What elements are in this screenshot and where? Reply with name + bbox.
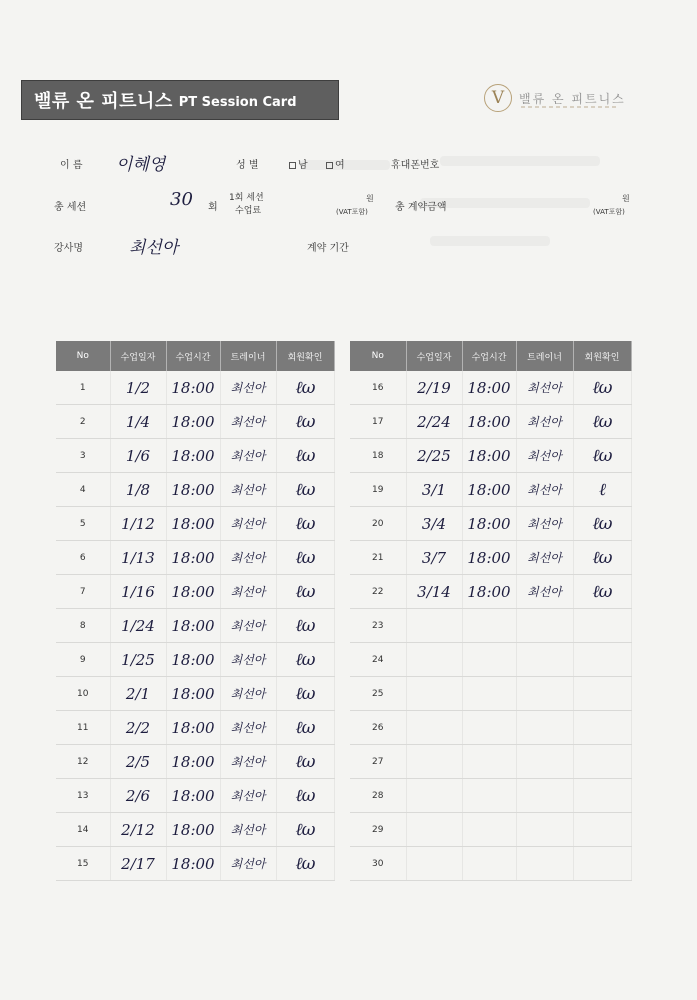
member-signature: ℓω bbox=[276, 473, 334, 507]
class-date: 2/5 bbox=[110, 745, 166, 779]
class-date bbox=[406, 813, 462, 847]
class-date bbox=[406, 711, 462, 745]
trainer-signature: 최선아 bbox=[516, 405, 573, 439]
trainer-signature: 최선아 bbox=[220, 847, 276, 881]
trainer-name-label: 강사명 bbox=[54, 243, 83, 254]
table-row bbox=[350, 541, 631, 575]
session-number: 7 bbox=[56, 575, 110, 609]
class-date: 2/17 bbox=[110, 847, 166, 881]
session-number: 25 bbox=[350, 677, 406, 711]
member-signature: ℓω bbox=[276, 847, 334, 881]
session-number: 29 bbox=[350, 813, 406, 847]
trainer-signature bbox=[516, 847, 573, 881]
table-row bbox=[350, 405, 631, 439]
trainer-signature bbox=[516, 711, 573, 745]
class-time: 18:00 bbox=[166, 813, 220, 847]
class-date: 1/8 bbox=[110, 473, 166, 507]
class-date: 1/25 bbox=[110, 643, 166, 677]
member-signature bbox=[573, 677, 631, 711]
member-signature: ℓω bbox=[276, 371, 334, 405]
trainer-signature: 최선아 bbox=[220, 541, 276, 575]
class-date: 3/4 bbox=[406, 507, 462, 541]
logo-text: 밸류 온 피트니스 bbox=[519, 91, 626, 106]
trainer-signature: 최선아 bbox=[220, 643, 276, 677]
class-date: 2/12 bbox=[110, 813, 166, 847]
header-member-confirm: 회원확인 bbox=[573, 341, 631, 371]
name-label: 이 름 bbox=[60, 160, 83, 171]
session-number: 9 bbox=[56, 643, 110, 677]
session-number: 15 bbox=[56, 847, 110, 881]
class-time: 18:00 bbox=[166, 643, 220, 677]
trainer-signature: 최선아 bbox=[220, 371, 276, 405]
class-time bbox=[462, 677, 516, 711]
logo-underline bbox=[521, 106, 617, 108]
total-sessions-unit: 회 bbox=[208, 202, 218, 213]
table-row bbox=[56, 711, 334, 745]
session-number: 30 bbox=[350, 847, 406, 881]
session-number: 4 bbox=[56, 473, 110, 507]
trainer-signature: 최선아 bbox=[220, 813, 276, 847]
class-time: 18:00 bbox=[166, 473, 220, 507]
trainer-signature bbox=[516, 643, 573, 677]
trainer-signature bbox=[516, 813, 573, 847]
session-number: 17 bbox=[350, 405, 406, 439]
table-row bbox=[56, 847, 334, 881]
table-header-row bbox=[56, 341, 334, 371]
member-signature: ℓω bbox=[573, 405, 631, 439]
won-label-2: 원 bbox=[622, 194, 630, 203]
class-date: 1/12 bbox=[110, 507, 166, 541]
class-time: 18:00 bbox=[462, 371, 516, 405]
table-row bbox=[350, 643, 631, 677]
class-date: 1/13 bbox=[110, 541, 166, 575]
trainer-signature: 최선아 bbox=[220, 711, 276, 745]
session-number: 28 bbox=[350, 779, 406, 813]
member-signature: ℓω bbox=[276, 711, 334, 745]
class-date: 2/6 bbox=[110, 779, 166, 813]
member-signature: ℓω bbox=[573, 541, 631, 575]
class-date: 1/16 bbox=[110, 575, 166, 609]
session-number: 11 bbox=[56, 711, 110, 745]
session-number: 21 bbox=[350, 541, 406, 575]
trainer-signature: 최선아 bbox=[220, 575, 276, 609]
member-signature: ℓω bbox=[276, 643, 334, 677]
class-time: 18:00 bbox=[166, 371, 220, 405]
card-title: 밸류 온 피트니스 bbox=[34, 91, 173, 112]
session-number: 18 bbox=[350, 439, 406, 473]
session-number: 6 bbox=[56, 541, 110, 575]
table-row bbox=[350, 439, 631, 473]
contract-period-label: 계약 기간 bbox=[307, 243, 349, 254]
member-signature bbox=[573, 711, 631, 745]
trainer-signature: 최선아 bbox=[220, 405, 276, 439]
trainer-signature: 최선아 bbox=[516, 541, 573, 575]
member-signature bbox=[573, 643, 631, 677]
class-date: 2/2 bbox=[110, 711, 166, 745]
class-time: 18:00 bbox=[166, 439, 220, 473]
class-time bbox=[462, 779, 516, 813]
bleed-through-mark bbox=[430, 236, 550, 246]
table-row bbox=[56, 575, 334, 609]
member-signature: ℓω bbox=[573, 439, 631, 473]
table-row bbox=[56, 779, 334, 813]
class-time: 18:00 bbox=[166, 745, 220, 779]
member-signature: ℓω bbox=[573, 507, 631, 541]
member-signature bbox=[573, 813, 631, 847]
class-time: 18:00 bbox=[166, 677, 220, 711]
session-number: 26 bbox=[350, 711, 406, 745]
table-header-row bbox=[350, 341, 631, 371]
logo-v-icon: V bbox=[484, 84, 512, 112]
member-signature: ℓω bbox=[276, 779, 334, 813]
class-date: 1/2 bbox=[110, 371, 166, 405]
session-number: 19 bbox=[350, 473, 406, 507]
member-signature: ℓω bbox=[573, 575, 631, 609]
member-signature: ℓω bbox=[276, 541, 334, 575]
session-number: 24 bbox=[350, 643, 406, 677]
trainer-signature: 최선아 bbox=[516, 575, 573, 609]
table-row bbox=[350, 677, 631, 711]
class-date bbox=[406, 745, 462, 779]
name-value: 이혜영 bbox=[116, 155, 166, 175]
trainer-signature bbox=[516, 609, 573, 643]
header-class-time: 수업시간 bbox=[166, 341, 220, 371]
member-signature: ℓ bbox=[573, 473, 631, 507]
table-row bbox=[350, 371, 631, 405]
class-date bbox=[406, 609, 462, 643]
header-no: No bbox=[350, 341, 406, 371]
table-row bbox=[56, 541, 334, 575]
class-date: 3/1 bbox=[406, 473, 462, 507]
class-date: 3/7 bbox=[406, 541, 462, 575]
trainer-signature: 최선아 bbox=[516, 439, 573, 473]
session-table-left bbox=[56, 341, 335, 881]
class-time bbox=[462, 609, 516, 643]
class-date: 2/19 bbox=[406, 371, 462, 405]
table-row bbox=[56, 643, 334, 677]
member-signature bbox=[573, 779, 631, 813]
won-label-1: 원 bbox=[366, 194, 374, 203]
contract-amount-label: 총 계약금액 bbox=[395, 202, 447, 213]
trainer-signature bbox=[516, 745, 573, 779]
table-row bbox=[56, 371, 334, 405]
session-number: 10 bbox=[56, 677, 110, 711]
class-time: 18:00 bbox=[462, 541, 516, 575]
session-number: 27 bbox=[350, 745, 406, 779]
session-number: 8 bbox=[56, 609, 110, 643]
gender-label: 성 별 bbox=[236, 160, 259, 171]
session-number: 1 bbox=[56, 371, 110, 405]
vat-note-2: (VAT포함) bbox=[593, 208, 625, 216]
bleed-through-mark bbox=[440, 156, 600, 166]
checkbox-female bbox=[326, 162, 333, 169]
class-date bbox=[406, 779, 462, 813]
class-time: 18:00 bbox=[166, 609, 220, 643]
member-signature: ℓω bbox=[573, 371, 631, 405]
member-signature: ℓω bbox=[276, 745, 334, 779]
member-signature: ℓω bbox=[276, 575, 334, 609]
table-row bbox=[350, 745, 631, 779]
trainer-signature bbox=[516, 779, 573, 813]
card-title-bar bbox=[21, 80, 339, 120]
class-time: 18:00 bbox=[166, 507, 220, 541]
table-row bbox=[56, 507, 334, 541]
bleed-through-mark bbox=[300, 160, 390, 170]
class-time: 18:00 bbox=[166, 779, 220, 813]
trainer-signature bbox=[516, 677, 573, 711]
member-signature bbox=[573, 847, 631, 881]
class-time: 18:00 bbox=[462, 439, 516, 473]
member-signature bbox=[573, 609, 631, 643]
session-number: 14 bbox=[56, 813, 110, 847]
member-signature: ℓω bbox=[276, 813, 334, 847]
trainer-name-value: 최선아 bbox=[129, 238, 179, 258]
class-date: 2/1 bbox=[110, 677, 166, 711]
total-sessions-label: 총 세션 bbox=[54, 202, 87, 213]
table-row bbox=[350, 779, 631, 813]
table-row bbox=[56, 405, 334, 439]
session-number: 16 bbox=[350, 371, 406, 405]
table-row bbox=[350, 473, 631, 507]
header-class-date: 수업일자 bbox=[406, 341, 462, 371]
total-sessions-value: 30 bbox=[170, 189, 193, 210]
per-session-fee-label-2: 수업료 bbox=[235, 206, 262, 216]
gender-male-option: 남 bbox=[289, 156, 308, 171]
member-signature: ℓω bbox=[276, 677, 334, 711]
table-row bbox=[56, 439, 334, 473]
header-trainer: 트레이너 bbox=[516, 341, 573, 371]
per-session-fee-label-1: 1회 세션 bbox=[229, 193, 264, 203]
table-row bbox=[350, 813, 631, 847]
class-time: 18:00 bbox=[462, 405, 516, 439]
trainer-signature: 최선아 bbox=[220, 779, 276, 813]
class-time bbox=[462, 813, 516, 847]
class-date bbox=[406, 847, 462, 881]
session-number: 2 bbox=[56, 405, 110, 439]
trainer-signature: 최선아 bbox=[220, 439, 276, 473]
session-number: 23 bbox=[350, 609, 406, 643]
trainer-signature: 최선아 bbox=[220, 677, 276, 711]
member-signature: ℓω bbox=[276, 439, 334, 473]
class-date: 2/25 bbox=[406, 439, 462, 473]
class-time bbox=[462, 643, 516, 677]
class-date: 1/4 bbox=[110, 405, 166, 439]
header-member-confirm: 회원확인 bbox=[276, 341, 334, 371]
trainer-signature: 최선아 bbox=[220, 609, 276, 643]
class-time bbox=[462, 847, 516, 881]
trainer-signature: 최선아 bbox=[516, 507, 573, 541]
checkbox-male bbox=[289, 162, 296, 169]
class-date bbox=[406, 677, 462, 711]
gender-female-option: 여 bbox=[326, 156, 345, 171]
class-time: 18:00 bbox=[462, 507, 516, 541]
header-no: No bbox=[56, 341, 110, 371]
class-time: 18:00 bbox=[166, 847, 220, 881]
class-time: 18:00 bbox=[166, 711, 220, 745]
table-row bbox=[56, 745, 334, 779]
session-number: 3 bbox=[56, 439, 110, 473]
class-time bbox=[462, 745, 516, 779]
member-signature: ℓω bbox=[276, 609, 334, 643]
table-row bbox=[56, 813, 334, 847]
member-signature: ℓω bbox=[276, 405, 334, 439]
member-signature bbox=[573, 745, 631, 779]
session-table-right bbox=[350, 341, 632, 881]
table-row bbox=[56, 677, 334, 711]
class-date: 1/24 bbox=[110, 609, 166, 643]
class-date: 3/14 bbox=[406, 575, 462, 609]
table-row bbox=[56, 473, 334, 507]
session-number: 5 bbox=[56, 507, 110, 541]
table-row bbox=[350, 711, 631, 745]
session-number: 12 bbox=[56, 745, 110, 779]
session-number: 13 bbox=[56, 779, 110, 813]
trainer-signature: 최선아 bbox=[220, 473, 276, 507]
trainer-signature: 최선아 bbox=[516, 371, 573, 405]
card-subtitle: PT Session Card bbox=[178, 94, 297, 110]
header-class-date: 수업일자 bbox=[110, 341, 166, 371]
class-date: 1/6 bbox=[110, 439, 166, 473]
trainer-signature: 최선아 bbox=[516, 473, 573, 507]
header-trainer: 트레이너 bbox=[220, 341, 276, 371]
class-time bbox=[462, 711, 516, 745]
trainer-signature: 최선아 bbox=[220, 745, 276, 779]
member-signature: ℓω bbox=[276, 507, 334, 541]
class-time: 18:00 bbox=[166, 541, 220, 575]
table-row bbox=[350, 847, 631, 881]
class-time: 18:00 bbox=[462, 575, 516, 609]
table-row bbox=[350, 609, 631, 643]
class-time: 18:00 bbox=[462, 473, 516, 507]
table-row bbox=[350, 507, 631, 541]
phone-label: 휴대폰번호 bbox=[391, 160, 440, 171]
trainer-signature: 최선아 bbox=[220, 507, 276, 541]
class-date bbox=[406, 643, 462, 677]
session-number: 22 bbox=[350, 575, 406, 609]
class-time: 18:00 bbox=[166, 405, 220, 439]
class-time: 18:00 bbox=[166, 575, 220, 609]
table-row bbox=[56, 609, 334, 643]
class-date: 2/24 bbox=[406, 405, 462, 439]
table-row bbox=[350, 575, 631, 609]
header-class-time: 수업시간 bbox=[462, 341, 516, 371]
session-number: 20 bbox=[350, 507, 406, 541]
vat-note-1: (VAT포함) bbox=[336, 208, 368, 216]
